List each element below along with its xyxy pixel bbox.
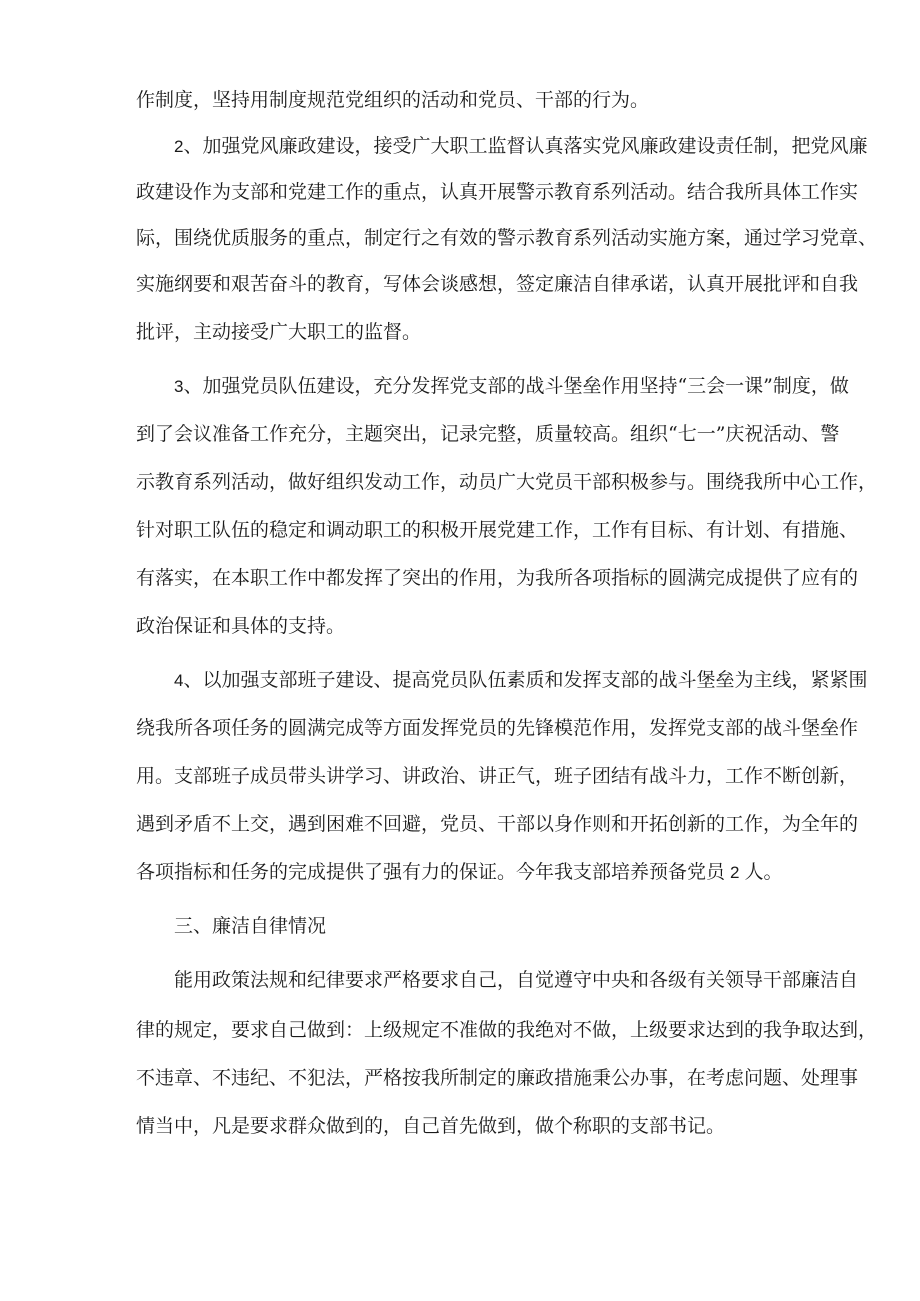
list-number: 3	[174, 377, 184, 396]
paragraph-line: 有落实，在本职工作中都发挥了突出的作用，为我所各项指标的圆满完成提供了应有的	[136, 567, 859, 589]
paragraph-text: 各项指标和任务的完成提供了强有力的保证。今年我支部培养预备党员	[136, 861, 726, 883]
paragraph-line: 到了会议准备工作充分，主题突出，记录完整，质量较高。组织“七一”庆祝活动、警	[136, 423, 840, 445]
paragraph-line: 政建设作为支部和党建工作的重点，认真开展警示教育系列活动。结合我所具体工作实	[136, 181, 859, 203]
list-number: 4	[174, 671, 184, 690]
paragraph-line: 示教育系列活动，做好组织发动工作，动员广大党员干部积极参与。围绕我所中心工作，	[136, 471, 878, 493]
paragraph-line: 遇到矛盾不上交，遇到困难不回避，党员、干部以身作则和开拓创新的工作，为全年的	[136, 813, 859, 835]
paragraph-line: 针对职工队伍的稳定和调动职工的积极开展党建工作，工作有目标、有计划、有措施、	[136, 519, 859, 541]
paragraph-text: 、加强党员队伍建设，充分发挥党支部的战斗堡垒作用坚持“三会一课”制度，做	[183, 375, 849, 397]
paragraph-line: 作制度，坚持用制度规范党组织的活动和党员、干部的行为。	[136, 89, 650, 111]
paragraph-line: 实施纲要和艰苦奋斗的教育，写体会谈感想，签定廉洁自律承诺，认真开展批评和自我	[136, 273, 859, 295]
paragraph-text: 、以加强支部班子建设、提高党员队伍素质和发挥支部的战斗堡垒为主线，紧紧围	[183, 669, 868, 691]
paragraph-line: 政治保证和具体的支持。	[136, 615, 346, 637]
list-item-4-first-line	[174, 669, 867, 692]
paragraph-line: 律的规定，要求自己做到：上级规定不准做的我绝对不做，上级要求达到的我争取达到，	[136, 1019, 878, 1041]
section-heading: 三、廉洁自律情况	[174, 915, 327, 937]
list-number: 2	[174, 137, 184, 156]
paragraph-text: 、加强党风廉政建设，接受广大职工监督认真落实党风廉政建设责任制，把党风廉	[183, 135, 868, 157]
list-item-2-first-line	[174, 135, 867, 158]
paragraph-line: 际，围绕优质服务的重点，制定行之有效的警示教育系列活动实施方案，通过学习党章、	[136, 227, 878, 249]
paragraph-line: 批评，主动接受广大职工的监督。	[136, 321, 422, 343]
paragraph-line: 能用政策法规和纪律要求严格要求自己，自觉遵守中央和各级有关领导干部廉洁自	[174, 969, 859, 991]
paragraph-line	[136, 861, 783, 884]
paragraph-line: 绕我所各项任务的圆满完成等方面发挥党员的先锋模范作用，发挥党支部的战斗堡垒作	[136, 717, 859, 739]
paragraph-line: 不违章、不违纪、不犯法，严格按我所制定的廉政措施秉公办事，在考虑问题、处理事	[136, 1067, 859, 1089]
list-item-3-first-line	[174, 375, 849, 398]
paragraph-text: 人。	[744, 861, 783, 883]
paragraph-line: 情当中，凡是要求群众做到的，自己首先做到，做个称职的支部书记。	[136, 1115, 726, 1137]
paragraph-line: 用。支部班子成员带头讲学习、讲政治、讲正气，班子团结有战斗力，工作不断创新，	[136, 765, 859, 787]
inline-number: 2	[730, 863, 740, 882]
